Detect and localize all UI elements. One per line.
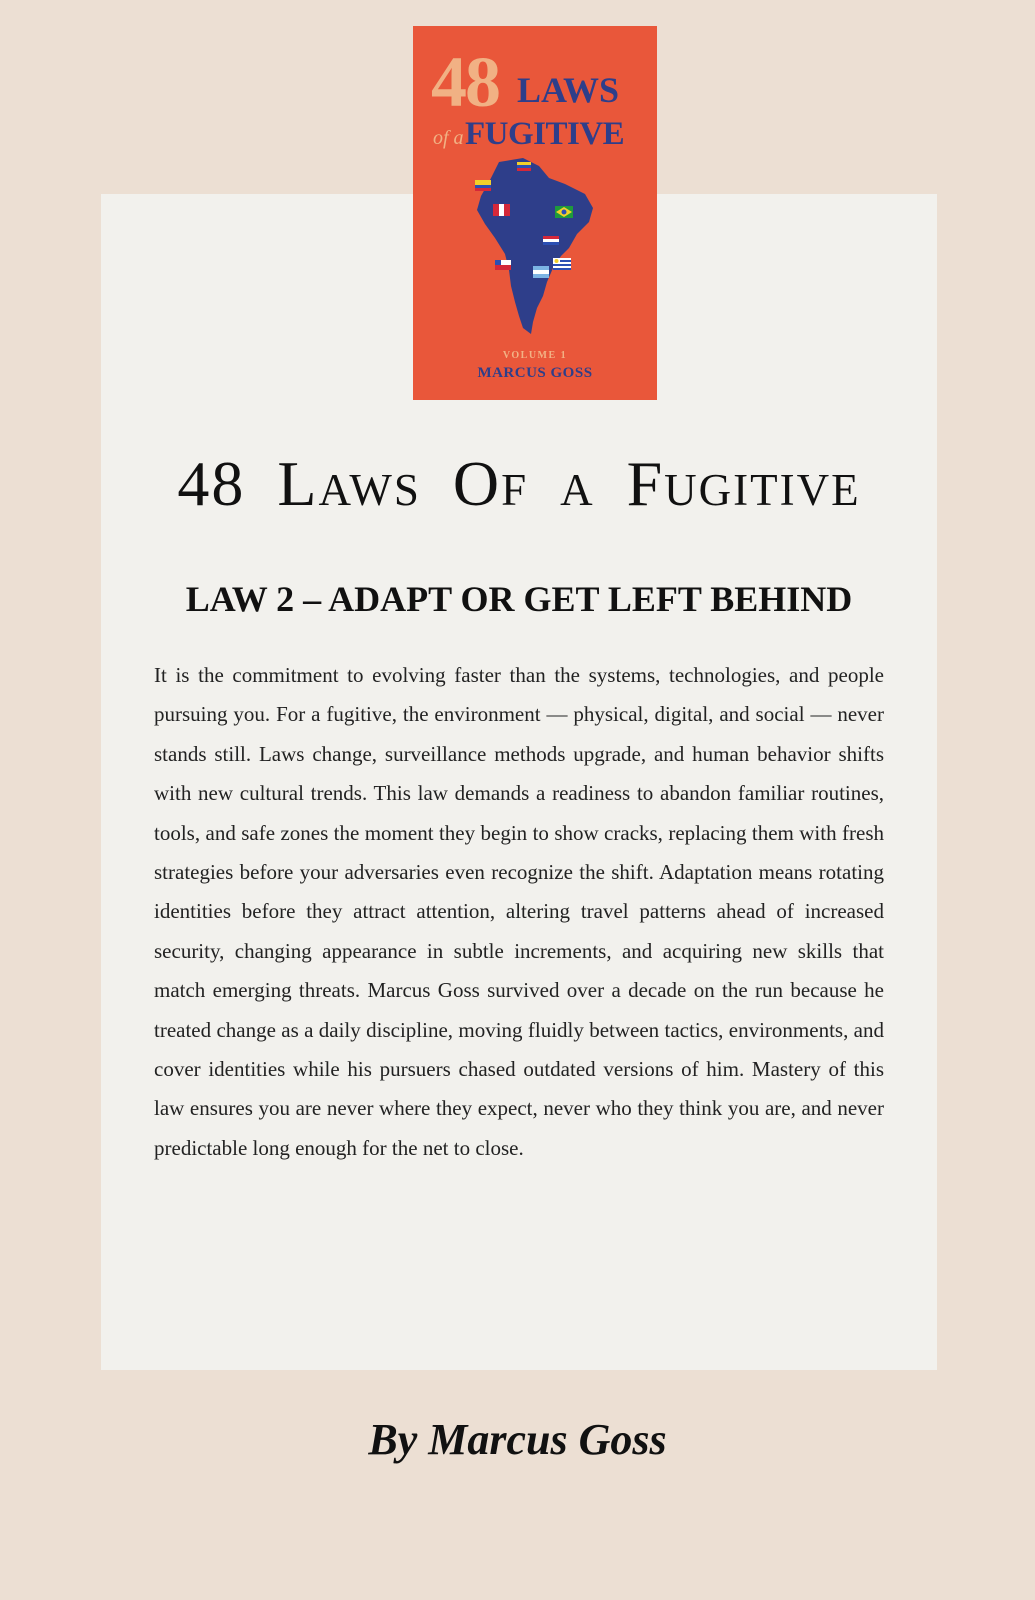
flag-brazil-icon (555, 206, 573, 218)
cover-author: MARCUS GOSS (477, 365, 593, 381)
law-description: It is the commitment to evolving faster than the systems, technologies, and people pursuing you. For a fugitive, the environment — physical, digital, and social — never stands still. Laws change, surveillance methods upgrade, and human behavior shifts with new cultural trends. This law demands a readiness to abandon familiar routines, tools, and safe zones the moment they begin to show cracks, replacing them with fresh strategies before your adversaries even recognize the shift. Adaptation means rotating identities before they attract attention, altering travel patterns ahead of increased security, changing appearance in subtle increments, and acquiring new skills that match emerging threats. Marcus Goss survived over a decade on the run because he treated change as a daily discipline, moving fluidly between tactics, environments, and cover identities while his pursuers chased outdated versions of him. Mastery of this law ensures you are never where they expect, never who they think you are, and never predictable long enough for the net to close. (154, 663, 884, 1160)
flag-colombia-icon (475, 180, 491, 191)
cover-of-a: of a (433, 127, 464, 149)
flag-venezuela-icon (517, 162, 531, 171)
flag-chile-icon (495, 260, 511, 270)
map-shape (477, 158, 593, 334)
cover-laws: LAWS (517, 70, 620, 110)
cover-number: 48 (431, 42, 499, 122)
south-america-map-icon (453, 156, 603, 341)
law-heading: LAW 2 – ADAPT OR GET LEFT BEHIND (185, 579, 853, 619)
author-byline: By Marcus Goss (368, 1415, 667, 1464)
cover-fugitive: FUGITIVE (465, 116, 625, 152)
cover-volume: VOLUME 1 (502, 350, 568, 361)
book-title: 48 Laws Of a Fugitive (177, 448, 861, 519)
book-cover-image (413, 26, 657, 400)
flag-argentina-icon (533, 266, 549, 278)
flag-paraguay-icon (543, 236, 559, 245)
flag-uruguay-icon (553, 258, 571, 270)
flag-peru-icon (493, 204, 510, 216)
